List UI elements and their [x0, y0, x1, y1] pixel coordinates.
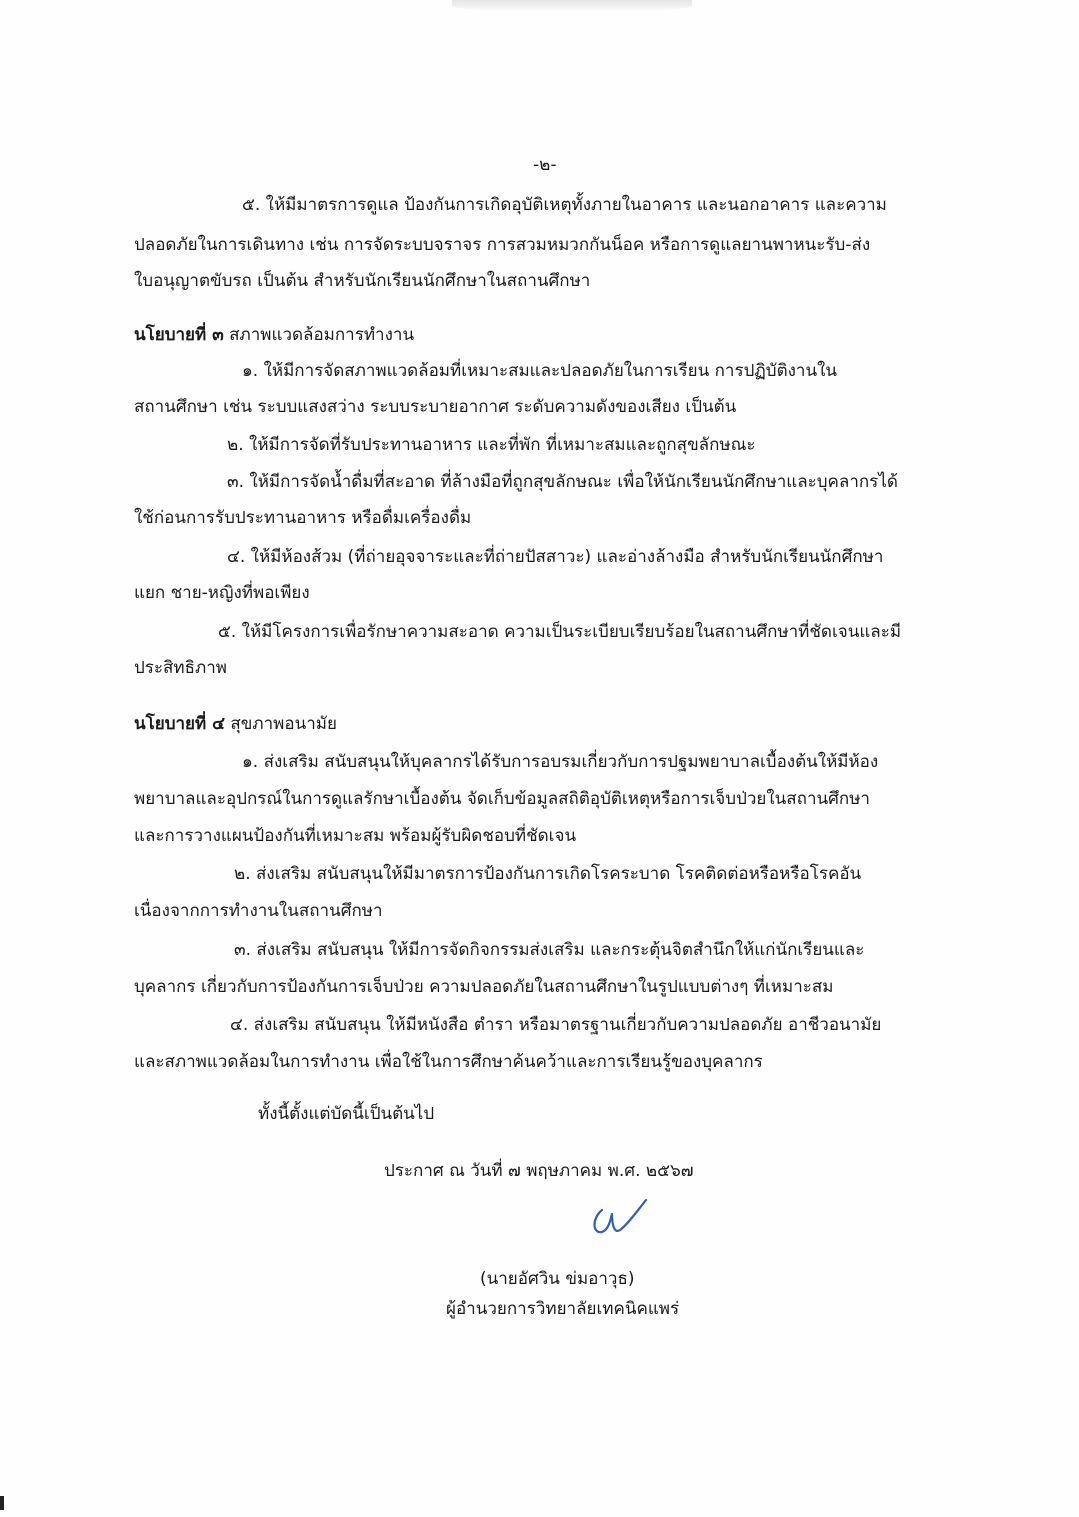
item-5-line-1: ๕. ให้มีมาตรการดูแล ป้องกันการเกิดอุบัติเหตุทั้งภายในอาคาร และนอกอาคาร และความ	[242, 195, 887, 215]
policy-4-line: เนื่องจากการทำงานในสถานศึกษา	[134, 901, 383, 921]
policy-3-line: ๔. ให้มีห้องส้วม (ที่ถ่ายอุจจาระและที่ถ่ายปัสสาวะ) และอ่างล้างมือ สำหรับนักเรียนนักศึกษา	[227, 547, 884, 567]
scan-edge-mark	[0, 1496, 4, 1510]
effective-statement: ทั้งนี้ตั้งแต่บัดนี้เป็นต้นไป	[258, 1104, 435, 1124]
policy-4-line: และสภาพแวดล้อมในการทำงาน เพื่อใช้ในการศึกษาค้นคว้าและการเรียนรู้ของบุคลากร	[134, 1052, 763, 1072]
policy-3-line: ประสิทธิภาพ	[134, 658, 227, 678]
policy-3-line: ๓. ให้มีการจัดน้ำดื่มที่สะอาด ที่ล้างมือที่ถูกสุขลักษณะ เพื่อให้นักเรียนนักศึกษาและบุคลากรได้	[227, 472, 898, 492]
policy-4-line: บุคลากร เกี่ยวกับการป้องกันการเจ็บป่วย ความปลอดภัยในสถานศึกษาในรูปแบบต่างๆ ที่เหมาะสม	[134, 977, 834, 997]
policy-4-heading-row	[134, 713, 337, 735]
policy-4-line: ๔. ส่งเสริม สนับสนุน ให้มีหนังสือ ตำรา หรือมาตรฐานเกี่ยวกับความปลอดภัย อาชีวอนามัย	[230, 1015, 882, 1035]
signer-title: ผู้อำนวยการวิทยาลัยเทคนิคแพร่	[446, 1299, 680, 1319]
announcement-date: ประกาศ ณ วันที่ ๗ พฤษภาคม พ.ศ. ๒๕๖๗	[384, 1161, 694, 1181]
policy-3-heading-row	[134, 324, 414, 346]
policy-4-line: และการวางแผนป้องกันที่เหมาะสม พร้อมผู้รับผิดชอบที่ชัดเจน	[134, 826, 577, 846]
policy-4-line: ๒. ส่งเสริม สนับสนุนให้มีมาตรการป้องกันการเกิดโรคระบาด โรคติดต่อหรือหรือโรคอัน	[234, 864, 862, 884]
policy-3-line: สถานศึกษา เช่น ระบบแสงสว่าง ระบบระบายอากาศ ระดับความดังของเสียง เป็นต้น	[134, 397, 737, 417]
policy-3-line: ๕. ให้มีโครงการเพื่อรักษาความสะอาด ความเป็นระเบียบเรียบร้อยในสถานศึกษาที่ชัดเจนและมี	[218, 622, 902, 642]
policy-3-title: สภาพแวดล้อมการทำงาน	[229, 325, 415, 345]
policy-4-line: พยาบาลและอุปกรณ์ในการดูแลรักษาเบื้องต้น จัดเก็บข้อมูลสถิติอุบัติเหตุหรือการเจ็บป่วยในสถานศึกษา	[134, 789, 870, 809]
signature	[588, 1196, 648, 1244]
item-5-line-2: ปลอดภัยในการเดินทาง เช่น การจัดระบบจราจร การสวมหมวกกันน็อค หรือการดูแลยานพาหนะรับ-ส่ง	[134, 235, 871, 255]
policy-3-line: ๒. ให้มีการจัดที่รับประทานอาหาร และที่พัก ที่เหมาะสมและถูกสุขลักษณะ	[227, 435, 756, 455]
item-5-line-3: ใบอนุญาตขับรถ เป็นต้น สำหรับนักเรียนนักศึกษาในสถานศึกษา	[134, 271, 591, 291]
policy-3-line: แยก ชาย-หญิงที่พอเพียง	[134, 583, 310, 603]
policy-3-heading: นโยบายที่ ๓	[134, 325, 224, 345]
policy-4-line: ๓. ส่งเสริม สนับสนุน ให้มีการจัดกิจกรรมส่งเสริม และกระตุ้นจิตสำนึกให้แก่นักเรียนและ	[234, 940, 865, 960]
page-number: -๒-	[533, 155, 557, 175]
policy-3-line: ใช้ก่อนการรับประทานอาหาร หรือดื่มเครื่องดื่ม	[134, 508, 472, 528]
policy-3-line: ๑. ให้มีการจัดสภาพแวดล้อมที่เหมาะสมและปลอดภัยในการเรียน การปฏิบัติงานใน	[242, 361, 838, 381]
policy-4-heading: นโยบายที่ ๔	[134, 714, 226, 734]
policy-4-line: ๑. ส่งเสริม สนับสนุนให้บุคลากรได้รับการอบรมเกี่ยวกับการปฐมพยาบาลเบื้องต้นให้มีห้อง	[242, 752, 879, 772]
policy-4-title: สุขภาพอนามัย	[230, 714, 337, 734]
signer-name: (นายอัศวิน ข่มอาวุธ)	[480, 1269, 635, 1289]
scan-smudge	[452, 0, 692, 12]
